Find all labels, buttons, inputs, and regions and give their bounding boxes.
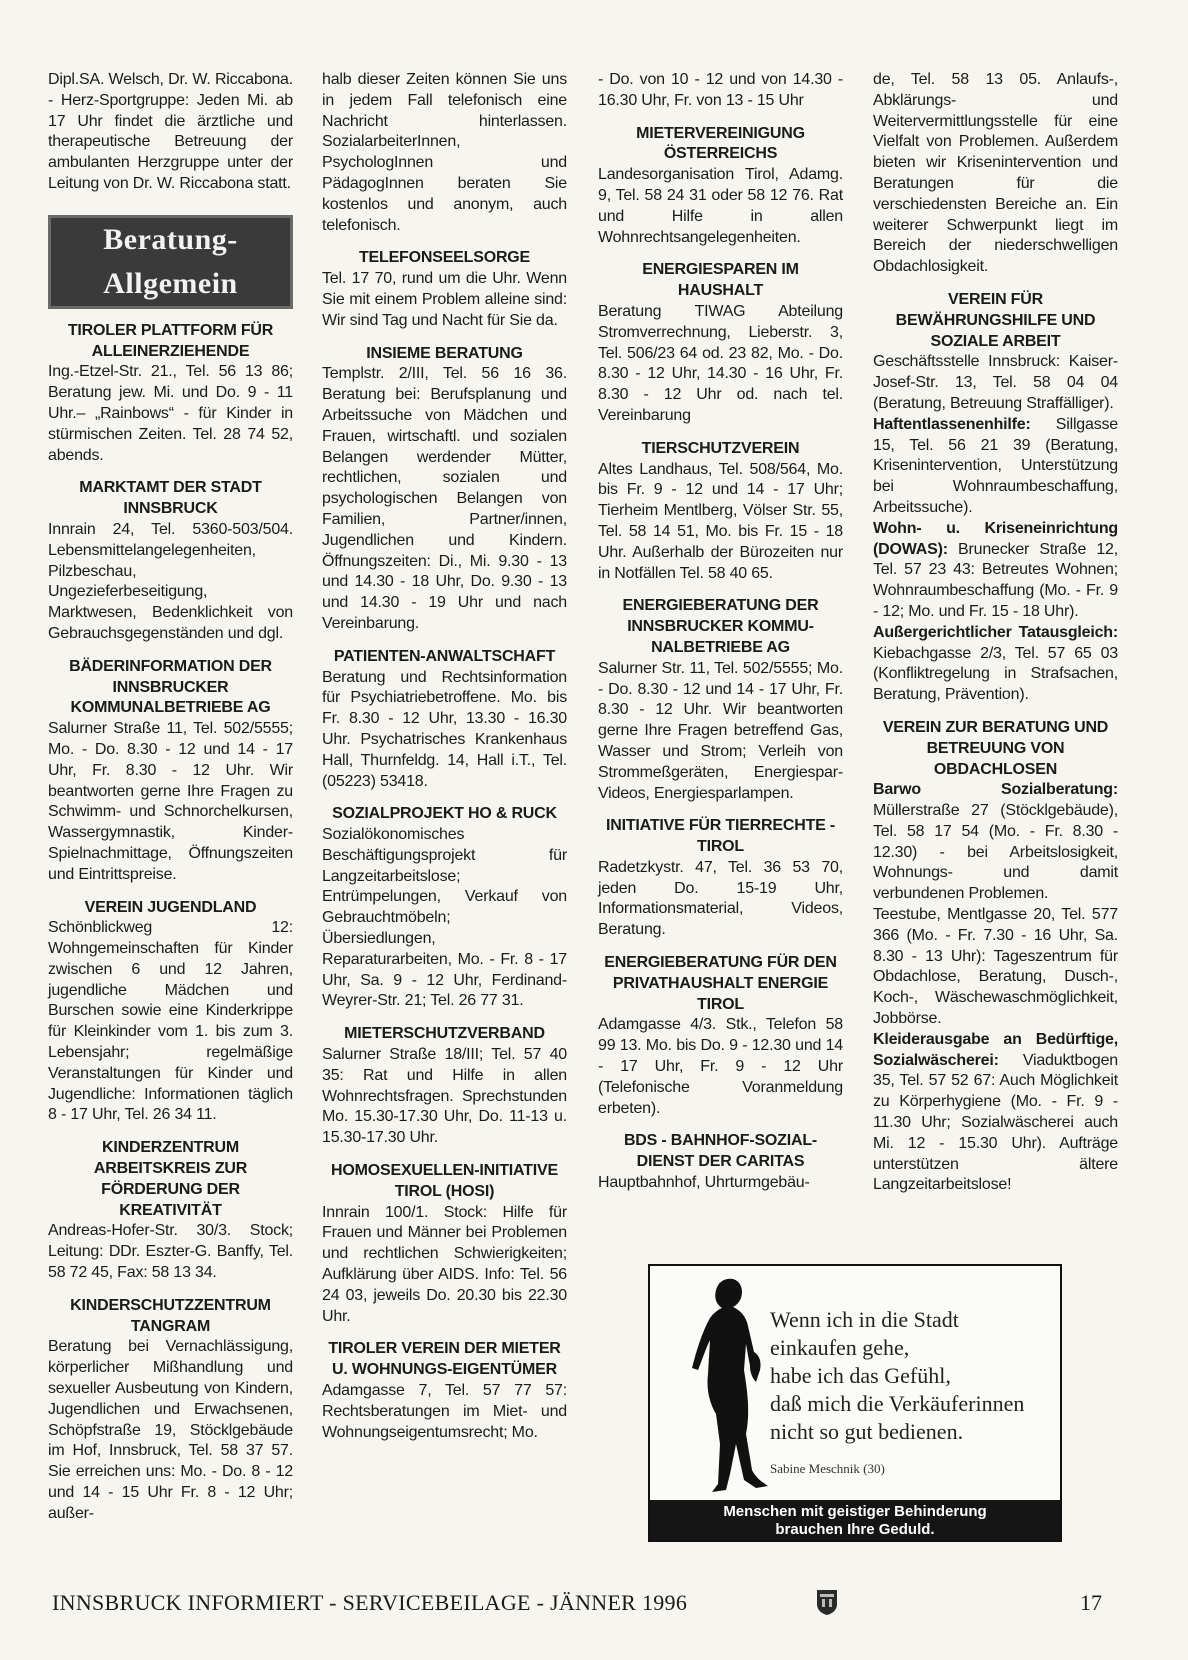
entry-text: Viaduktbogen 35, Tel. 57 52 67: Auch Möglichkeit zu Körperhygiene (Mo. - Fr. 9 - 11.30 Uhr; Sozialwäscherei auch Mi. 12 - 15.30 Uhr). Aufträge unterstützen ältere Langzeitarbeitslose! [873, 1051, 1118, 1194]
entry-paragraph: Hauptbahnhof, Uhrturmgebäu- [598, 1174, 810, 1192]
entry-heading: VEREIN JUGENDLAND [84, 898, 257, 916]
entry-heading: KINDERSCHUTZZENTRUM TANGRAM [70, 1296, 271, 1335]
ad-quote-line: habe ich das Gefühl, [770, 1363, 951, 1388]
entry-paragraph [873, 519, 1118, 623]
advertisement-box [648, 1264, 1062, 1542]
entry-subheading: Barwo Sozialberatung: [873, 781, 1118, 799]
entry-paragraph: Schönblickweg 12: Wohngemeinschaften für Kinder zwischen 6 und 12 Jahren, jugendliche Mädchen und Burschen sowie eine Kinderkrippe für Kleinkinder vom 1. bis zum 3. Lebensjahr; regelmäßige Veranstaltungen für Kinder und Jugendliche: Informationen täglich 8 - 17 Uhr, Tel. 26 34 11. [48, 919, 293, 1124]
ad-quote [770, 1306, 1060, 1446]
entry-paragraph: Innrain 100/1. Stock: Hilfe für Frauen und Männer bei Problemen und rechtlichen Schwierigkeiten; Aufklärung über AIDS. Info: Tel. 56 24 03, jeweils Do. 20.30 bis 22.30 Uhr. [322, 1203, 567, 1325]
entry-paragraph [873, 1030, 1118, 1196]
entry-paragraph: Salurner Straße 18/III; Tel. 57 40 35: Rat und Hilfe in allen Wohnrechtsfragen. Sprechstunden Mo. 15.30-17.30 Uhr, Do. 11-13 u. 15.30-17.30 Uhr. [322, 1046, 567, 1147]
entry-heading: ENERGIESPAREN IM HAUSHALT [642, 261, 799, 300]
entry-heading: ENERGIEBERATUNG DER INNSBRUCKER KOMMU-NALBETRIEBE AG [622, 597, 819, 656]
entry-paragraph: Templstr. 2/III, Tel. 56 16 36. Beratung bei: Berufsplanung und Arbeitssuche von Mädchen und Frauen, wirtschaftl. und sozialen Belangen werdender Mütter, rechtlichen, sozialen und psychologischen Belangen von Familien, Partner/innen, Jugendlichen und Kindern. Öffnungszeiten: Di., Mi. 9.30 - 13 und 14.30 - 18 Uhr, Do. 9.30 - 13 und 14.30 - 19 Uhr und nach Vereinbarung. [322, 365, 567, 632]
entry-text: Müllerstraße 27 (Stöcklgebäude), Tel. 58 17 54 (Mo. - Fr. 8.30 - 12.30) - bei Arbeitslosigkeit, Wohnungs- und damit verbundenen Problemen. [873, 802, 1118, 903]
entry-heading: TIERSCHUTZVEREIN [641, 439, 800, 457]
entry-paragraph: halb dieser Zeiten können Sie uns in jedem Fall telefonisch eine Nachricht hinterlassen. SozialarbeiterInnen, PsychologInnen und PädagogInnen beraten Sie kostenlos und anonym, auch telefonisch. [322, 71, 567, 234]
ad-quote-line: Wenn ich in die Stadt [770, 1307, 959, 1332]
entry-paragraph: Sozialökonomisches Beschäftigungsprojekt für Langzeitarbeitslose; Entrümpelungen, Verkauf von Gebrauchtmöbeln; Übersiedlungen, Reparaturarbeiten, Mo. - Fr. 8 - 17 Uhr, Sa. 9 - 12 Uhr, Ferdinand-Weyrer-Str. 21; Tel. 26 77 31. [322, 826, 567, 1010]
entry-paragraph: Dipl.SA. Welsch, Dr. W. Riccabona. - Herz-Sportgruppe: Jeden Mi. ab 17 Uhr findet die ärztliche und therapeutische Betreuung der ambulanten Herzgruppe unter der Leitung von Dr. W. Riccabona statt. [48, 71, 293, 192]
entry-heading: TIROLER VEREIN DER MIETER U. WOHNUNGS-EIGENTÜMER [328, 1340, 561, 1379]
entry-paragraph: Tel. 17 70, rund um die Uhr. Wenn Sie mit einem Problem alleine sind: Wir sind Tag und Nacht für Sie da. [322, 270, 567, 329]
ad-slogan-band [650, 1500, 1060, 1540]
entry-paragraph: Beratung bei Vernachlässigung, körperlicher Mißhandlung und sexueller Ausbeutung von Kindern, Jugendlichen und Erwachsenen, Schöpfstraße 19, Stöcklgebäude im Hof, Innsbruck, Tel. 58 37 57. Sie erreichen uns: Mo. - Do. 8 - 12 und 14 - 15 Uhr Fr. 8 - 12 Uhr; außer- [48, 1338, 293, 1522]
entry-paragraph: Salurner Str. 11, Tel. 502/5555; Mo. - Do. 8.30 - 12 und 14 - 17 Uhr, Fr. 8.30 - 12 Uhr. Wir beantworten gerne Ihre Fragen betreffend Gas, Wasser und Strom; Verleih von Strommeßgeräten, Energiespar-Videos, Energiesparlampen. [598, 659, 843, 802]
ad-quote-line: nicht so gut bedienen. [770, 1419, 964, 1444]
entry-subheading: Haftentlassenenhilfe: [873, 415, 1031, 433]
page-number: 17 [1080, 1590, 1102, 1615]
ad-slogan-line: Menschen mit geistiger Behinderung [723, 1503, 987, 1520]
entry-paragraph [873, 780, 1118, 905]
ad-author: Sabine Meschnik (30) [770, 1461, 885, 1476]
entry-text: Sillgasse 15, Tel. 56 21 39 (Beratung, Krisenintervention, Unterstützung bei Wohnraumbeschaffung, Arbeitssuche). [873, 415, 1118, 516]
entry-heading: ENERGIEBERATUNG FÜR DEN PRIVATHAUSHALT ENERGIE TIROL [604, 954, 837, 1013]
entry-paragraph: Innrain 24, Tel. 5360-503/504. Lebensmittelangelegenheiten, Pilzbeschau, Ungezieferbeseitigung, Marktwesen, Bedenklichkeit von Gebrauchsgegenständen und dgl. [48, 520, 293, 642]
entry-heading: BDS - BAHNHOF-SOZIAL-DIENST DER CARITAS [623, 1132, 818, 1171]
entry-paragraph: de, Tel. 58 13 05. Anlaufs-, Abklärungs- und Weitervermittlungsstelle für eine Vielfalt von Problemen. Außerdem bieten wir Krisenintervention und Beratungen für die verschiedensten Bereiche an. Ein weiterer Schwerpunkt liegt im Bereich der niederschwelligen Obdachlosigkeit. [873, 71, 1118, 276]
entry-paragraph: - Do. von 10 - 12 und von 14.30 - 16.30 Uhr, Fr. von 13 - 15 Uhr [598, 71, 843, 109]
entry-subheading: Kleiderausgabe an Bedürftige, Sozialwäscherei: [873, 1030, 1118, 1069]
column-1 [48, 70, 293, 1525]
column-2 [322, 70, 567, 1443]
entry-paragraph [873, 623, 1118, 706]
entry-heading: HOMOSEXUELLEN-INITIATIVE TIROL (HOSI) [331, 1162, 558, 1200]
entry-heading: INSIEME BERATUNG [366, 344, 523, 362]
entry-paragraph: Andreas-Hofer-Str. 30/3. Stock; Leitung: DDr. Eszter-G. Banffy, Tel. 58 72 45, Fax: 58 13 34. [48, 1222, 293, 1282]
entry-heading: PATIENTEN-ANWALTSCHAFT [333, 647, 556, 665]
entry-paragraph: Radetzkystr. 47, Tel. 36 53 70, jeden Do. 15-19 Uhr, Informationsmaterial, Videos, Beratung. [598, 858, 843, 939]
section-banner: Beratung-Allgemein [48, 215, 293, 309]
entry-paragraph: Altes Landhaus, Tel. 508/564, Mo. bis Fr. 9 - 12 und 14 - 17 Uhr; Tierheim Mentlberg, Völser Str. 55, Tel. 58 14 51, Mo. bis Fr. 15 - 18 Uhr. Außerhalb der Bürozeiten nur in Notfällen Tel. 58 40 65. [598, 460, 843, 582]
entry-heading: MIETERSCHUTZVERBAND [344, 1025, 545, 1043]
entry-paragraph: Landesorganisation Tirol, Adamg. 9, Tel. 58 24 31 oder 58 12 76. Rat und Hilfe in allen Wohnrechtsangelegenheiten. [598, 166, 843, 246]
entry-heading: TIROLER PLATTFORM FÜR ALLEINERZIEHENDE [67, 321, 274, 360]
entry-heading: INITIATIVE FÜR TIERRECHTE - TIROL [606, 817, 835, 856]
entry-paragraph [873, 415, 1118, 519]
page-footer [52, 1590, 1102, 1620]
entry-heading: BÄDERINFORMATION DER INNSBRUCKER KOMMUNALBETRIEBE AG [69, 657, 272, 717]
ad-quote-line: einkaufen gehe, [770, 1335, 910, 1360]
entry-paragraph: Beratung TIWAG Abteilung Stromverrechnung, Lieberstr. 3, Tel. 506/23 64 od. 23 82, Mo. - Do. 8.30 - 12 Uhr, 14.30 - 16 Uhr, Fr. 8.30 - 12 Uhr od. nach tel. Vereinbarung [598, 302, 843, 424]
entry-paragraph: Teestube, Mentlgasse 20, Tel. 577 366 (Mo. - Fr. 7.30 - 16 Uhr, Sa. 8.30 - 13 Uhr): Tageszentrum für Obdachlose, Beratung, Dusch-, Koch-, Wäschewaschmöglichkeit, Jobbörse. [873, 906, 1118, 1028]
entry-text: Brunecker Straße 12, Tel. 57 23 43: Betreutes Wohnen; Wohnraumbeschaffung (Mo. - Fr. 9 - 12; Mo. und Fr. 15 - 18 Uhr). [873, 540, 1118, 620]
footer-publication-title: INNSBRUCK INFORMIERT - SERVICEBEILAGE - JÄNNER 1996 [52, 1590, 688, 1615]
entry-heading: TELEFONSEELSORGE [358, 249, 531, 267]
column-4 [873, 70, 1118, 1196]
city-crest-icon [816, 1588, 838, 1616]
entry-heading: MARKTAMT DER STADT INNSBRUCK [79, 479, 262, 518]
entry-heading: KINDERZENTRUM ARBEITSKREIS ZUR FÖRDERUNG DER KREATIVITÄT [93, 1139, 248, 1219]
entry-paragraph: Beratung und Rechtsinformation für Psychiatriebetroffene. Mo. bis Fr. 8.30 - 12 Uhr, 13.30 - 16.30 Uhr. Psychatrisches Krankenhaus Hall, Thurnfeldg. 14, Hall i.T., Tel. (05223) 53418. [322, 668, 567, 790]
entry-heading: SOZIALPROJEKT HO & RUCK [332, 805, 557, 823]
entry-subheading: Wohn- u. Kriseneinrichtung (DOWAS): [873, 519, 1118, 558]
entry-paragraph: Adamgasse 4/3. Stk., Telefon 58 99 13. Mo. bis Do. 9 - 12.30 und 14 - 17 Uhr, Fr. 9 - 12 Uhr (Telefonische Voranmeldung erbeten). [598, 1016, 843, 1117]
entry-subheading: Außergerichtlicher Tatausgleich: [873, 623, 1118, 641]
entry-paragraph: Salurner Straße 11, Tel. 502/5555; Mo. - Do. 8.30 - 12 und 14 - 17 Uhr, Fr. 8.30 - 12 Uhr. Wir beantworten gerne Ihre Fragen zu Schwimm- und Schnorchelkursen, Wassergymnastik, Kinder-Spielnachmittage, Öffnungszeiten und Eintrittspreise. [48, 720, 293, 883]
entry-paragraph: Ing.-Etzel-Str. 21., Tel. 56 13 86; Beratung jew. Mi. und Do. 9 - 11 Uhr.– „Rainbows“ - für Kinder in stürmischen Zeiten. Tel. 28 74 52, abends. [48, 363, 293, 464]
ad-quote-line: daß mich die Verkäuferinnen [770, 1391, 1025, 1416]
entry-text: Kiebachgasse 2/3, Tel. 57 65 03 (Konfliktregelung in Strafsachen, Beratung, Prävention). [873, 644, 1118, 704]
entry-paragraph: Geschäftsstelle Innsbruck: Kaiser-Josef-Str. 13, Tel. 58 04 04 (Beratung, Betreuung Straffälliger). [873, 353, 1118, 412]
column-3 [598, 70, 843, 1194]
entry-paragraph: Adamgasse 7, Tel. 57 77 57: Rechtsberatungen im Miet- und Wohnungseigentumsrecht; Mo. [322, 1382, 567, 1441]
entry-heading: VEREIN FÜR BEWÄHRUNGSHILFE UND SOZIALE ARBEIT [895, 290, 1096, 350]
entry-heading: VEREIN ZUR BERATUNG UND BETREUUNG VON OBDACHLOSEN [882, 718, 1109, 778]
entry-heading: MIETERVEREINIGUNG ÖSTERREICHS [636, 124, 805, 163]
ad-slogan-line: brauchen Ihre Geduld. [775, 1521, 935, 1538]
